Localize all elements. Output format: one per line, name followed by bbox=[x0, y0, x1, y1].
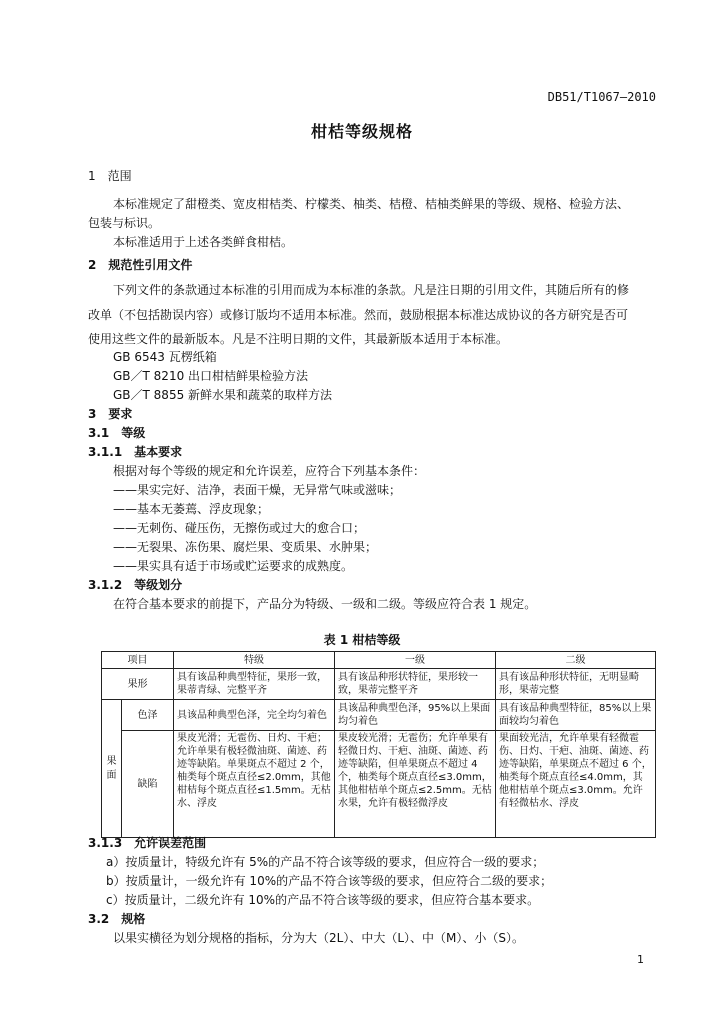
section-1-paragraph-1-cont: 包装与标识。 bbox=[88, 216, 161, 230]
reference-item: GB 6543 瓦楞纸箱 bbox=[113, 350, 217, 364]
table-row bbox=[102, 700, 656, 731]
requirement-item: ——无裂果、冻伤果、腐烂果、变质果、水肿果； bbox=[113, 540, 378, 554]
table-row bbox=[102, 731, 656, 838]
column-header: 特级 bbox=[174, 652, 335, 669]
row-label-color: 色泽 bbox=[122, 700, 174, 731]
section-2-paragraph-line-2: 改单（不包括勘误内容）或修订版均不适用本标准。然而，鼓励根据本标准达成协议的各方研究是否可 bbox=[88, 308, 629, 322]
document-title: 柑桔等级规格 bbox=[310, 122, 413, 141]
standard-number: DB51/T1067—2010 bbox=[547, 90, 656, 104]
section-3-1-heading: 3.1 等级 bbox=[88, 426, 146, 440]
table-caption: 表 1 柑桔等级 bbox=[323, 633, 401, 647]
table-cell: 具有该品种形状特征，果形较一致，果蒂完整平齐 bbox=[335, 669, 496, 700]
table-header-row bbox=[102, 652, 656, 669]
tolerance-item: c）按质量计，二级允许有 10%的产品不符合该等级的要求，但应符合基本要求。 bbox=[106, 893, 540, 907]
grade-table bbox=[101, 651, 656, 838]
table-cell: 具该品种典型色泽，95%以上果面均匀着色 bbox=[335, 700, 496, 731]
column-header: 项目 bbox=[102, 652, 174, 669]
section-1-paragraph-2: 本标准适用于上述各类鲜食柑桔。 bbox=[113, 235, 294, 249]
section-3-1-1-heading: 3.1.1 基本要求 bbox=[88, 445, 183, 459]
table-cell: 果皮光滑；无雹伤、日灼、干疤；允许单果有极轻微油斑、菌迹、药迹等缺陷。单果斑点不超过 2 个，柚类每个斑点直径≤2.0mm，其他柑桔每个斑点直径≤1.5mm。无枯水、浮皮 bbox=[174, 731, 335, 838]
row-label-defect: 缺陷 bbox=[122, 731, 174, 838]
requirement-item: ——无刺伤、碰压伤，无擦伤或过大的愈合口； bbox=[113, 521, 366, 535]
table-cell: 具有该品种典型特征，85%以上果面较均匀着色 bbox=[496, 700, 656, 731]
table-cell: 具该品种典型色泽，完全均匀着色 bbox=[174, 700, 335, 731]
reference-item: GB／T 8855 新鲜水果和蔬菜的取样方法 bbox=[113, 388, 333, 402]
section-3-1-3-heading: 3.1.3 允许误差范围 bbox=[88, 836, 207, 850]
section-2-paragraph-line-3: 使用这些文件的最新版本。凡是不注明日期的文件，其最新版本适用于本标准。 bbox=[88, 332, 509, 346]
tolerance-item: a）按质量计，特级允许有 5%的产品不符合该等级的要求，但应符合一级的要求； bbox=[106, 855, 545, 869]
basic-requirements-intro: 根据对每个等级的规定和允许误差，应符合下列基本条件： bbox=[113, 464, 426, 478]
section-3-2-heading: 3.2 规格 bbox=[88, 912, 146, 926]
table-row bbox=[102, 669, 656, 700]
column-header: 二级 bbox=[496, 652, 656, 669]
section-3-1-2-heading: 3.1.2 等级划分 bbox=[88, 578, 183, 592]
grading-paragraph: 在符合基本要求的前提下，产品分为特级、一级和二级。等级应符合表 1 规定。 bbox=[113, 597, 537, 611]
requirement-item: ——基本无萎蔫、浮皮现象； bbox=[113, 502, 270, 516]
table-cell: 果皮较光滑；无雹伤；允许单果有轻微日灼、干疤、油斑、菌迹、药迹等缺陷，但单果斑点不超过 4 个，柚类每个斑点直径≤3.0mm，其他柑桔单个斑点≤2.5mm。无枯水果，允许有极轻微浮皮 bbox=[335, 731, 496, 838]
requirement-item: ——果实完好、洁净，表面干燥，无异常气味或滋味； bbox=[113, 483, 402, 497]
table-cell: 果面较光洁，允许单果有轻微雹伤、日灼、干疤、油斑、菌迹、药迹等缺陷，单果斑点不超过 6 个，柚类每个斑点直径≤4.0mm，其他柑桔单个斑点≤3.0mm。允许有轻微枯水、浮皮 bbox=[496, 731, 656, 838]
tolerance-item: b）按质量计，一级允许有 10%的产品不符合该等级的要求，但应符合二级的要求； bbox=[106, 874, 553, 888]
size-spec-paragraph: 以果实横径为划分规格的指标，分为大（2L）、中大（L）、中（M）、小（S）。 bbox=[113, 931, 524, 945]
row-label-surface: 果面 bbox=[102, 700, 122, 838]
section-1-heading: 1 范围 bbox=[88, 169, 132, 183]
page-number: 1 bbox=[637, 953, 644, 966]
section-3-heading: 3 要求 bbox=[88, 407, 133, 421]
table-cell: 具有该品种形状特征，无明显畸形，果蒂完整 bbox=[496, 669, 656, 700]
requirement-item: ——果实具有适于市场或贮运要求的成熟度。 bbox=[113, 559, 354, 573]
section-1-paragraph-1: 本标准规定了甜橙类、宽皮柑桔类、柠檬类、柚类、桔橙、桔柚类鲜果的等级、规格、检验方法、 bbox=[113, 197, 630, 211]
row-label-shape: 果形 bbox=[102, 669, 174, 700]
column-header: 一级 bbox=[335, 652, 496, 669]
reference-item: GB／T 8210 出口柑桔鲜果检验方法 bbox=[113, 369, 309, 383]
section-2-heading: 2 规范性引用文件 bbox=[88, 258, 193, 272]
section-2-paragraph-line-1: 下列文件的条款通过本标准的引用而成为本标准的条款。凡是注日期的引用文件，其随后所有的修 bbox=[113, 283, 630, 297]
table-cell: 具有该品种典型特征，果形一致，果蒂青绿、完整平齐 bbox=[174, 669, 335, 700]
